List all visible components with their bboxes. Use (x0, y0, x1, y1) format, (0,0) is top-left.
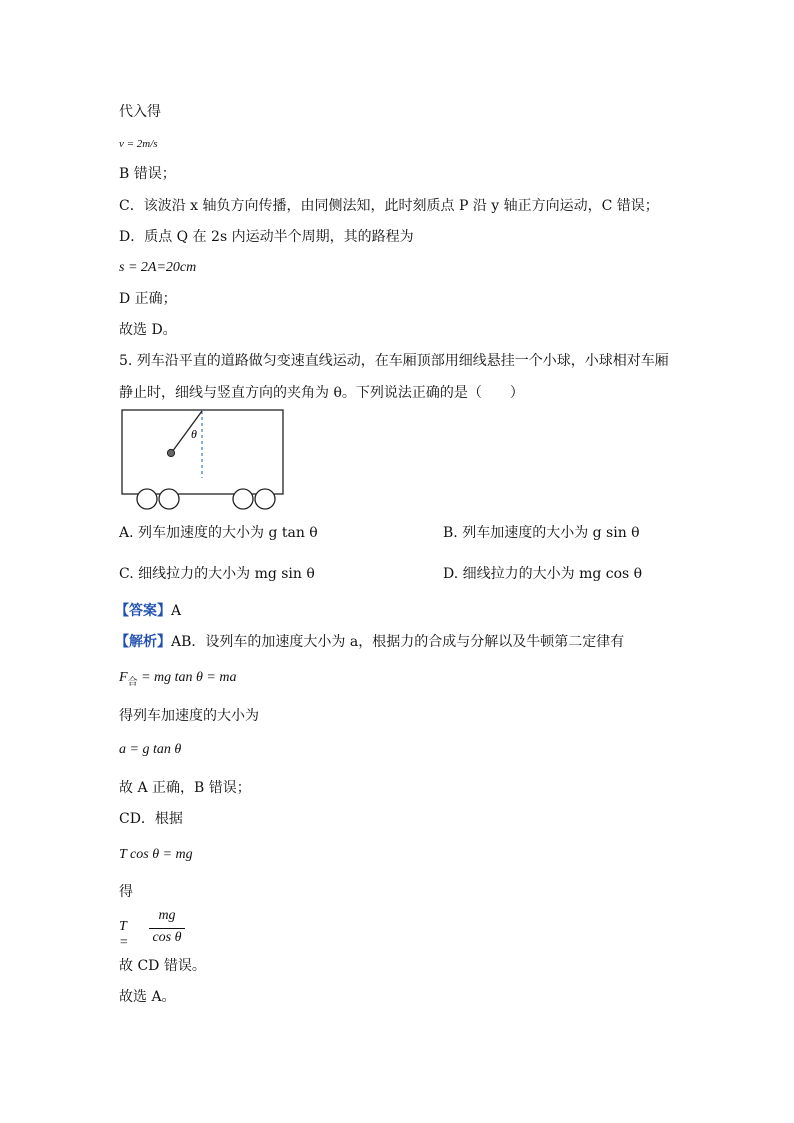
text-acceleration-is: 得列车加速度的大小为 (119, 708, 259, 724)
analysis-intro-line (115, 632, 624, 652)
equation-tension-balance: T cos θ = mg (119, 847, 193, 862)
car-body (122, 410, 283, 494)
text-option-d-explain: D．质点 Q 在 2s 内运动半个周期，其的路程为 (119, 229, 414, 245)
text-choose-d: 故选 D。 (119, 322, 177, 338)
option-d: D. 细线拉力的大小为 mg cos θ (443, 566, 643, 582)
text-d-correct: D 正确； (119, 291, 177, 307)
answer-value: A (171, 603, 182, 619)
subscript-net: 合 (127, 676, 138, 688)
answer-line (115, 601, 181, 621)
text-cd-wrong: 故 CD 错误。 (119, 958, 206, 974)
option-c: C. 细线拉力的大小为 mg sin θ (119, 566, 315, 582)
equation-acceleration: a = g tan θ (119, 742, 182, 757)
fraction-bar (149, 928, 185, 929)
ball (167, 449, 174, 456)
text-b-wrong: B 错误； (119, 166, 176, 182)
text-option-c-explain: C．该波沿 x 轴负方向传播，由同侧法知，此时刻质点 P 沿 y 轴正方向运动，C 错误； (119, 198, 659, 214)
equation-velocity: v = 2m/s (119, 138, 158, 150)
text-choose-a: 故选 A。 (119, 989, 176, 1005)
fraction-denominator: cos θ (152, 930, 182, 945)
wheel-2 (159, 489, 179, 509)
equation-distance: s = 2A=20cm (119, 260, 197, 275)
answer-tag: 【答案】 (115, 603, 171, 619)
text-get: 得 (119, 884, 133, 900)
text-substitute: 代入得 (119, 104, 161, 120)
string-line (172, 411, 202, 452)
analysis-intro: AB．设列车的加速度大小为 a，根据力的合成与分解以及牛顿第二定律有 (171, 634, 625, 650)
text-cd-according: CD．根据 (119, 811, 183, 827)
option-b: B. 列车加速度的大小为 g sin θ (443, 525, 640, 541)
tension-lhs: T = (119, 919, 129, 950)
analysis-tag: 【解析】 (115, 634, 171, 650)
question-5-line-2: 静止时，细线与竖直方向的夹角为 θ。下列说法正确的是（ ） (119, 385, 524, 401)
text-a-correct: 故 A 正确，B 错误； (119, 780, 251, 796)
fraction-numerator: mg (158, 908, 176, 923)
wheel-3 (233, 489, 253, 509)
question-5-line-1: 5. 列车沿平直的道路做匀变速直线运动，在车厢顶部用细线悬挂一个小球，小球相对车厢 (119, 353, 669, 369)
wheel-4 (255, 489, 275, 509)
option-a: A. 列车加速度的大小为 g tan θ (119, 525, 318, 541)
angle-label: θ (191, 427, 197, 441)
equation-net-force: $F_合$ = mg tan θ = ma (119, 670, 237, 688)
train-car-figure (118, 406, 288, 514)
wheel-1 (137, 489, 157, 509)
